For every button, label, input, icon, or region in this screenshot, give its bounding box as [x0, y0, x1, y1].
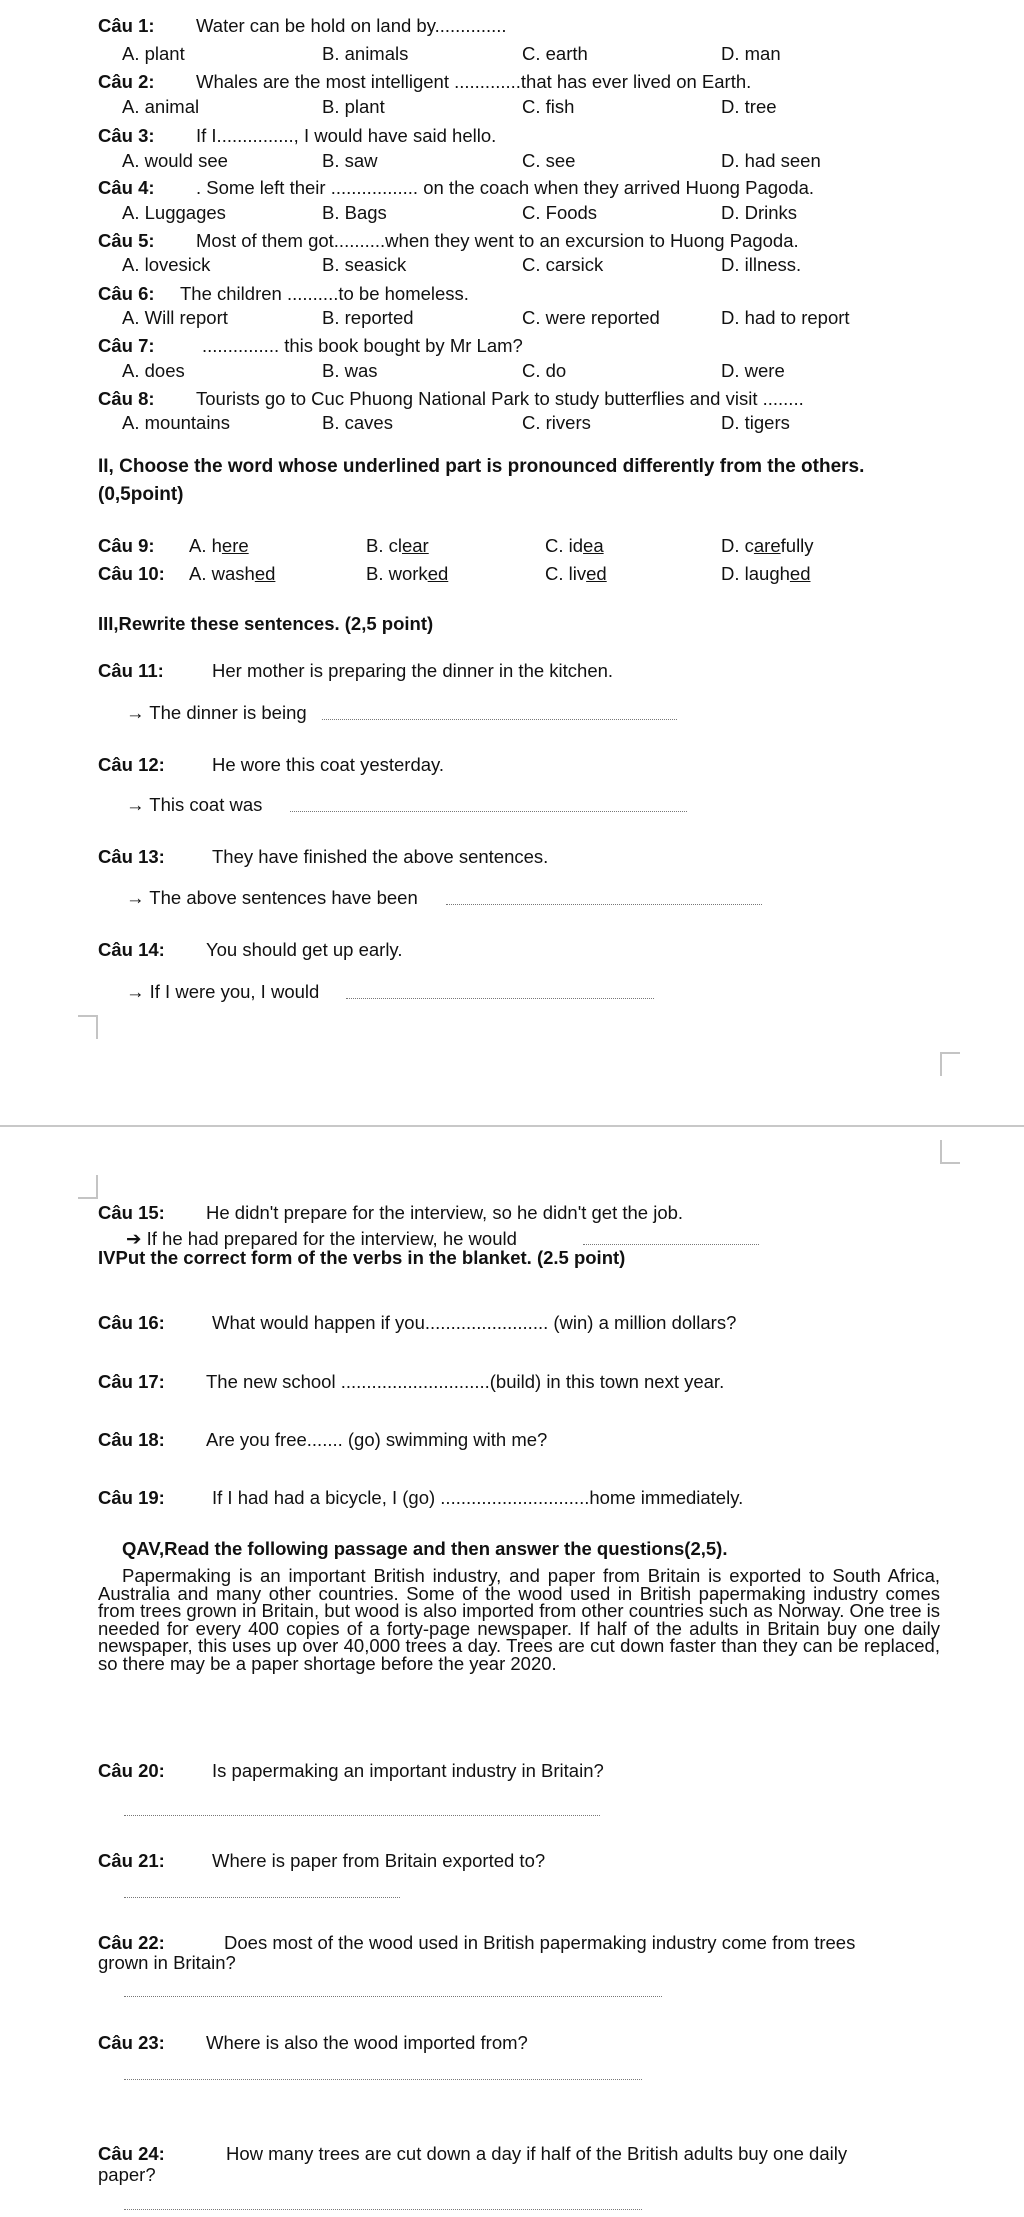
answer-line[interactable] [290, 811, 687, 812]
option-prefix: C. liv [545, 563, 587, 584]
question-number: Câu 9: [98, 535, 155, 556]
question-stem: Where is paper from Britain exported to? [212, 1850, 546, 1871]
option-c: C. earth [522, 43, 588, 64]
question-stem: Whales are the most intelligent .............that has ever lived on Earth. [196, 71, 752, 92]
option-prefix: D. laugh [721, 563, 790, 584]
question-number: Câu 23: [98, 2032, 165, 2053]
question-stem: Tourists go to Cuc Phuong National Park to study butterflies and visit ........ [196, 388, 804, 409]
question-number: Câu 16: [98, 1312, 165, 1333]
question-stem: Is papermaking an important industry in Britain? [212, 1760, 604, 1781]
question-number: Câu 22: [98, 1932, 165, 1953]
option-b: B. caves [322, 412, 393, 433]
question-stem: You should get up early. [206, 939, 403, 960]
answer-line[interactable] [346, 998, 654, 999]
question-number: Câu 15: [98, 1202, 165, 1223]
option-c [545, 535, 604, 557]
question-number: Câu 11: [98, 660, 164, 681]
section-5-heading: QAV,Read the following passage and then answer the questions(2,5). [122, 1538, 728, 1559]
page-corner-mark [940, 1052, 960, 1076]
answer-line[interactable] [124, 1815, 600, 1816]
underlined-part: ea [583, 535, 604, 556]
question-stem: If I..............., I would have said hello. [196, 125, 497, 146]
answer-prompt: ➔ If he had prepared for the interview, he would [126, 1228, 517, 1249]
answer-prompt: → The dinner is being [126, 702, 307, 723]
option-b: B. plant [322, 96, 385, 117]
answer-prompt: → The above sentences have been [126, 887, 418, 908]
question-number: Câu 6: [98, 283, 155, 304]
question-number: Câu 17: [98, 1371, 165, 1392]
option-a: A. plant [122, 43, 185, 64]
underlined-part: ed [789, 563, 811, 584]
answer-line[interactable] [124, 2079, 642, 2080]
option-c: C. Foods [522, 202, 598, 223]
section-4-heading: IVPut the correct form of the verbs in the blanket. (2.5 point) [98, 1247, 626, 1268]
option-d: D. had seen [721, 150, 821, 171]
page-corner-mark [78, 1175, 98, 1199]
answer-prompt: → If I were you, I would [126, 981, 320, 1002]
section-2-points: (0,5point) [98, 484, 184, 505]
question-number: Câu 24: [98, 2143, 165, 2164]
section-2-heading: II, Choose the word whose underlined part is pronounced differently from the others. [98, 456, 865, 477]
option-a: A. animal [122, 96, 200, 117]
answer-line[interactable] [124, 1996, 662, 1997]
option-prefix: A. wash [189, 563, 255, 584]
option-a: A. does [122, 360, 185, 381]
option-b: B. seasick [322, 254, 407, 275]
option-b: B. animals [322, 43, 409, 64]
question-number: Câu 2: [98, 71, 155, 92]
answer-line[interactable] [583, 1244, 759, 1245]
answer-line[interactable] [124, 1897, 400, 1898]
question-number: Câu 4: [98, 177, 155, 198]
page-2 [0, 1127, 1024, 2217]
question-stem: ............... this book bought by Mr Lam? [202, 335, 523, 356]
option-suffix: fully [780, 535, 814, 556]
option-b: B. reported [322, 307, 414, 328]
option-c: C. were reported [522, 307, 660, 328]
option-b [366, 535, 429, 557]
underlined-part: ed [427, 563, 449, 584]
option-a: A. would see [122, 150, 228, 171]
option-c: C. rivers [522, 412, 591, 433]
option-d: D. tree [721, 96, 777, 117]
question-stem-continued: grown in Britain? [98, 1952, 236, 1973]
question-stem: He wore this coat yesterday. [212, 754, 445, 775]
question-stem: He didn't prepare for the interview, so he didn't get the job. [206, 1202, 684, 1223]
option-b: B. Bags [322, 202, 387, 223]
question-stem: The children ..........to be homeless. [180, 283, 469, 304]
question-stem: . Some left their ................. on the coach when they arrived Huong Pagoda. [196, 177, 815, 198]
option-prefix: C. id [545, 535, 584, 556]
question-stem: Most of them got..........when they went to an excursion to Huong Pagoda. [196, 230, 799, 251]
underlined-part: ed [586, 563, 607, 584]
option-c: C. fish [522, 96, 575, 117]
underlined-part: ear [401, 535, 429, 556]
option-c: C. carsick [522, 254, 604, 275]
option-d: D. man [721, 43, 781, 64]
reading-passage: Papermaking is an important British industry, and paper from Britain is exported to South Africa, Australia and many other countries. Some of the wood used in British papermaking industry comes from trees grown in Britain, but wood is also imported from other countries such as Norway. One tree is needed for every 400 copies of a forty-page newspaper. If half of the adults in Britain buy one daily newspaper, this uses up over 40,000 trees a day. Trees are cut down faster than they can be replaced, so there may be a paper shortage before the year 2020. [98, 1565, 940, 1674]
question-number: Câu 8: [98, 388, 155, 409]
answer-line[interactable] [446, 904, 762, 905]
question-number: Câu 21: [98, 1850, 165, 1871]
option-d: D. had to report [721, 307, 850, 328]
answer-line[interactable] [124, 2209, 642, 2210]
option-a: A. lovesick [122, 254, 211, 275]
option-prefix: D. c [721, 535, 754, 556]
question-stem: What would happen if you........................ (win) a million dollars? [212, 1312, 737, 1333]
question-stem-continued: paper? [98, 2164, 156, 2185]
question-stem: If I had had a bicycle, I (go) .............................home immediately. [212, 1487, 744, 1508]
option-a: A. mountains [122, 412, 230, 433]
underlined-part: ed [254, 563, 276, 584]
option-c: C. see [522, 150, 576, 171]
question-number: Câu 1: [98, 15, 155, 36]
option-b [366, 563, 448, 585]
option-b: B. was [322, 360, 378, 381]
option-d [721, 563, 810, 585]
question-number: Câu 10: [98, 563, 165, 584]
option-a: A. Luggages [122, 202, 226, 223]
question-stem: Water can be hold on land by.............. [196, 15, 507, 36]
question-stem: Does most of the wood used in British papermaking industry come from trees [224, 1932, 856, 1953]
option-d: D. illness. [721, 254, 802, 275]
question-stem: How many trees are cut down a day if half of the British adults buy one daily [226, 2143, 848, 2164]
question-number: Câu 14: [98, 939, 165, 960]
option-prefix: A. h [189, 535, 222, 556]
question-number: Câu 7: [98, 335, 155, 356]
question-number: Câu 18: [98, 1429, 165, 1450]
question-number: Câu 3: [98, 125, 155, 146]
option-a [189, 563, 275, 585]
option-prefix: B. work [366, 563, 428, 584]
question-number: Câu 20: [98, 1760, 165, 1781]
question-number: Câu 13: [98, 846, 165, 867]
option-d [721, 535, 814, 557]
question-stem: The new school .............................(build) in this town next year. [206, 1371, 725, 1392]
option-c [545, 563, 607, 585]
question-stem: Her mother is preparing the dinner in the kitchen. [212, 660, 614, 681]
option-b: B. saw [322, 150, 378, 171]
question-stem: They have finished the above sentences. [212, 846, 549, 867]
option-c: C. do [522, 360, 567, 381]
underlined-part: are [753, 535, 781, 556]
answer-line[interactable] [322, 719, 677, 720]
option-prefix: B. cl [366, 535, 402, 556]
question-number: Câu 19: [98, 1487, 165, 1508]
underlined-part: ere [221, 535, 249, 556]
question-number: Câu 5: [98, 230, 155, 251]
option-d: D. were [721, 360, 785, 381]
question-stem: Are you free....... (go) swimming with me? [206, 1429, 548, 1450]
option-d: D. tigers [721, 412, 790, 433]
option-d: D. Drinks [721, 202, 798, 223]
page-corner-mark [78, 1015, 98, 1039]
question-stem: Where is also the wood imported from? [206, 2032, 528, 2053]
option-a [189, 535, 249, 557]
question-number: Câu 12: [98, 754, 165, 775]
page-corner-mark [940, 1140, 960, 1164]
option-a: A. Will report [122, 307, 228, 328]
answer-prompt: → This coat was [126, 794, 263, 815]
section-3-heading: III,Rewrite these sentences. (2,5 point) [98, 613, 434, 634]
